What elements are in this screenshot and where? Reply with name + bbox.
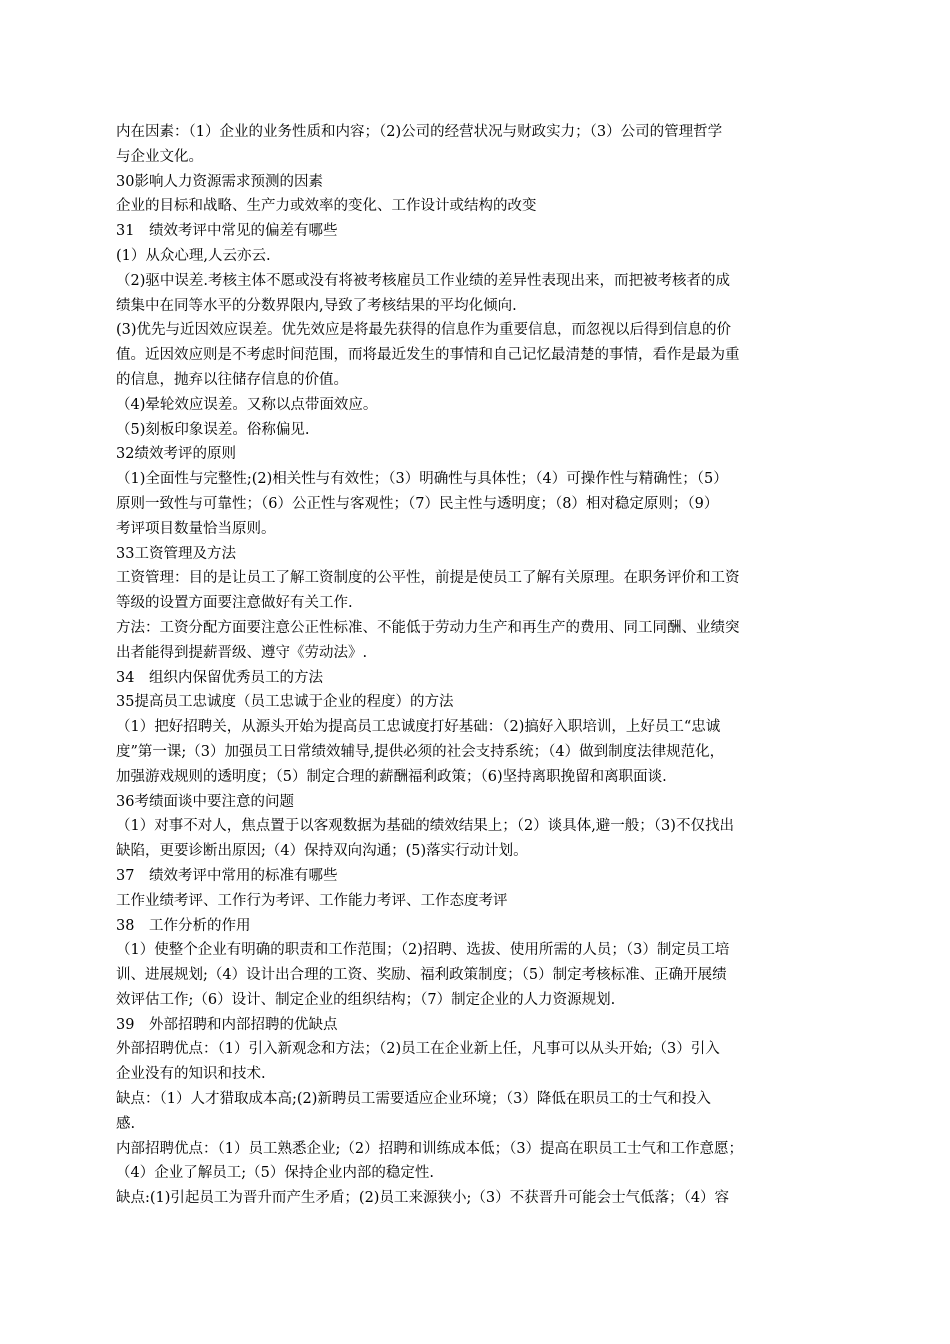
section-heading: 35提高员工忠诚度（员工忠诚于企业的程度）的方法 [116, 694, 454, 711]
text-line: 内部招聘优点：（1）员工熟悉企业;（2）招聘和训练成本低；（3）提高在职员工士气和工作意愿； [116, 1140, 744, 1157]
text-line: 的信息，抛弃以往储存信息的价值。 [116, 371, 348, 388]
text-line: 缺陷，更要诊断出原因;（4）保持双向沟通；(5)落实行动计划。 [116, 843, 528, 860]
text-line: 加强游戏规则的透明度；（5）制定合理的薪酬福利政策；（6)坚持离职挽留和离职面谈. [116, 768, 667, 785]
section-heading: 36考绩面谈中要注意的问题 [116, 793, 294, 810]
text-line: （1)全面性与完整性;(2)相关性与有效性；（3）明确性与具体性；（4）可操作性与精确性；（5） [116, 471, 728, 488]
text-line: 外部招聘优点：（1）引入新观念和方法；（2)员工在企业新上任，凡事可以从头开始;（3）引入 [116, 1041, 720, 1058]
text-line: 工作业绩考评、工作行为考评、工作能力考评、工作态度考评 [116, 892, 508, 909]
text-line: （1）对事不对人，焦点置于以客观数据为基础的绩效结果上；（2）谈具体,避一般；（3)不仅找出 [116, 818, 734, 835]
document-body [116, 120, 840, 1211]
text-line: 缺点:(1)引起员工为晋升而产生矛盾；(2)员工来源狭小;（3）不获晋升可能会士气低落；（4）容 [116, 1190, 730, 1207]
text-line: 出者能得到提薪晋级、遵守《劳动法》. [116, 644, 368, 661]
section-heading: 34 组织内保留优秀员工的方法 [116, 669, 323, 686]
text-line: (1）从众心理,人云亦云. [116, 247, 271, 264]
text-line: 企业没有的知识和技术. [116, 1066, 266, 1083]
section-heading: 31 绩效考评中常见的偏差有哪些 [116, 223, 338, 240]
text-line: 考评项目数量恰当原则。 [116, 520, 276, 537]
text-line: 工资管理：目的是让员工了解工资制度的公平性，前提是使员工了解有关原理。在职务评价和工资 [116, 570, 740, 587]
text-line: 内在因素：（1）企业的业务性质和内容；（2)公司的经营状况与财政实力；（3）公司的管理哲学 [116, 124, 723, 140]
text-line: （4）企业了解员工;（5）保持企业内部的稳定性. [116, 1165, 434, 1182]
section-heading: 30影响人力资源需求预测的因素 [116, 173, 323, 190]
text-line: 方法：工资分配方面要注意公正性标准、不能低于劳动力生产和再生产的费用、同工同酬、业绩突 [116, 619, 740, 636]
text-line: 绩集中在同等水平的分数界限内,导致了考核结果的平均化倾向. [116, 297, 517, 314]
section-heading: 37 绩效考评中常用的标准有哪些 [116, 867, 338, 884]
text-line: （5)刻板印象误差。俗称偏见. [116, 421, 310, 438]
text-line: 训、进展规划;（4）设计出合理的工资、奖励、福利政策制度；（5）制定考核标准、正确开展绩 [116, 967, 727, 984]
text-line: （1）把好招聘关，从源头开始为提高员工忠诚度打好基础：（2)搞好入职培训，上好员工“忠诚 [116, 719, 721, 736]
section-heading: 38 工作分析的作用 [116, 917, 251, 934]
text-line: （1）使整个企业有明确的职责和工作范围；（2)招聘、选拔、使用所需的人员；（3）制定员工培 [116, 942, 730, 959]
text-line: （2)驱中误差.考核主体不愿或没有将被考核雇员工作业绩的差异性表现出来，而把被考核者的成 [116, 272, 730, 289]
text-line: 值。近因效应则是不考虑时间范围，而将最近发生的事情和自己记忆最清楚的事情，看作是最为重 [116, 347, 740, 364]
text-line: 等级的设置方面要注意做好有关工作. [116, 595, 353, 612]
text-line: 感. [116, 1115, 136, 1132]
text-line: 企业的目标和战略、生产力或效率的变化、工作设计或结构的改变 [116, 198, 537, 215]
text-line: （4)晕轮效应误差。又称以点带面效应。 [116, 396, 378, 413]
text-line: 原则一致性与可靠性；（6）公正性与客观性；（7）民主性与透明度；（8）相对稳定原则；（9） [116, 495, 719, 512]
section-heading: 32绩效考评的原则 [116, 446, 236, 463]
text-line: 缺点：（1）人才猎取成本高;(2)新聘员工需要适应企业环境；（3）降低在职员工的士气和投入 [116, 1091, 711, 1108]
text-line: 效评估工作;（6）设计、制定企业的组织结构；（7）制定企业的人力资源规划. [116, 991, 616, 1008]
text-line: 度”第一课;（3）加强员工日常绩效辅导,提供必须的社会支持系统；（4）做到制度法律规范化， [116, 743, 725, 760]
text-line: 与企业文化。 [116, 148, 203, 165]
text-line: (3)优先与近因效应误差。优先效应是将最先获得的信息作为重要信息，而忽视以后得到信息的价 [116, 322, 732, 339]
section-heading: 39 外部招聘和内部招聘的优缺点 [116, 1016, 338, 1033]
section-heading: 33工资管理及方法 [116, 545, 236, 562]
